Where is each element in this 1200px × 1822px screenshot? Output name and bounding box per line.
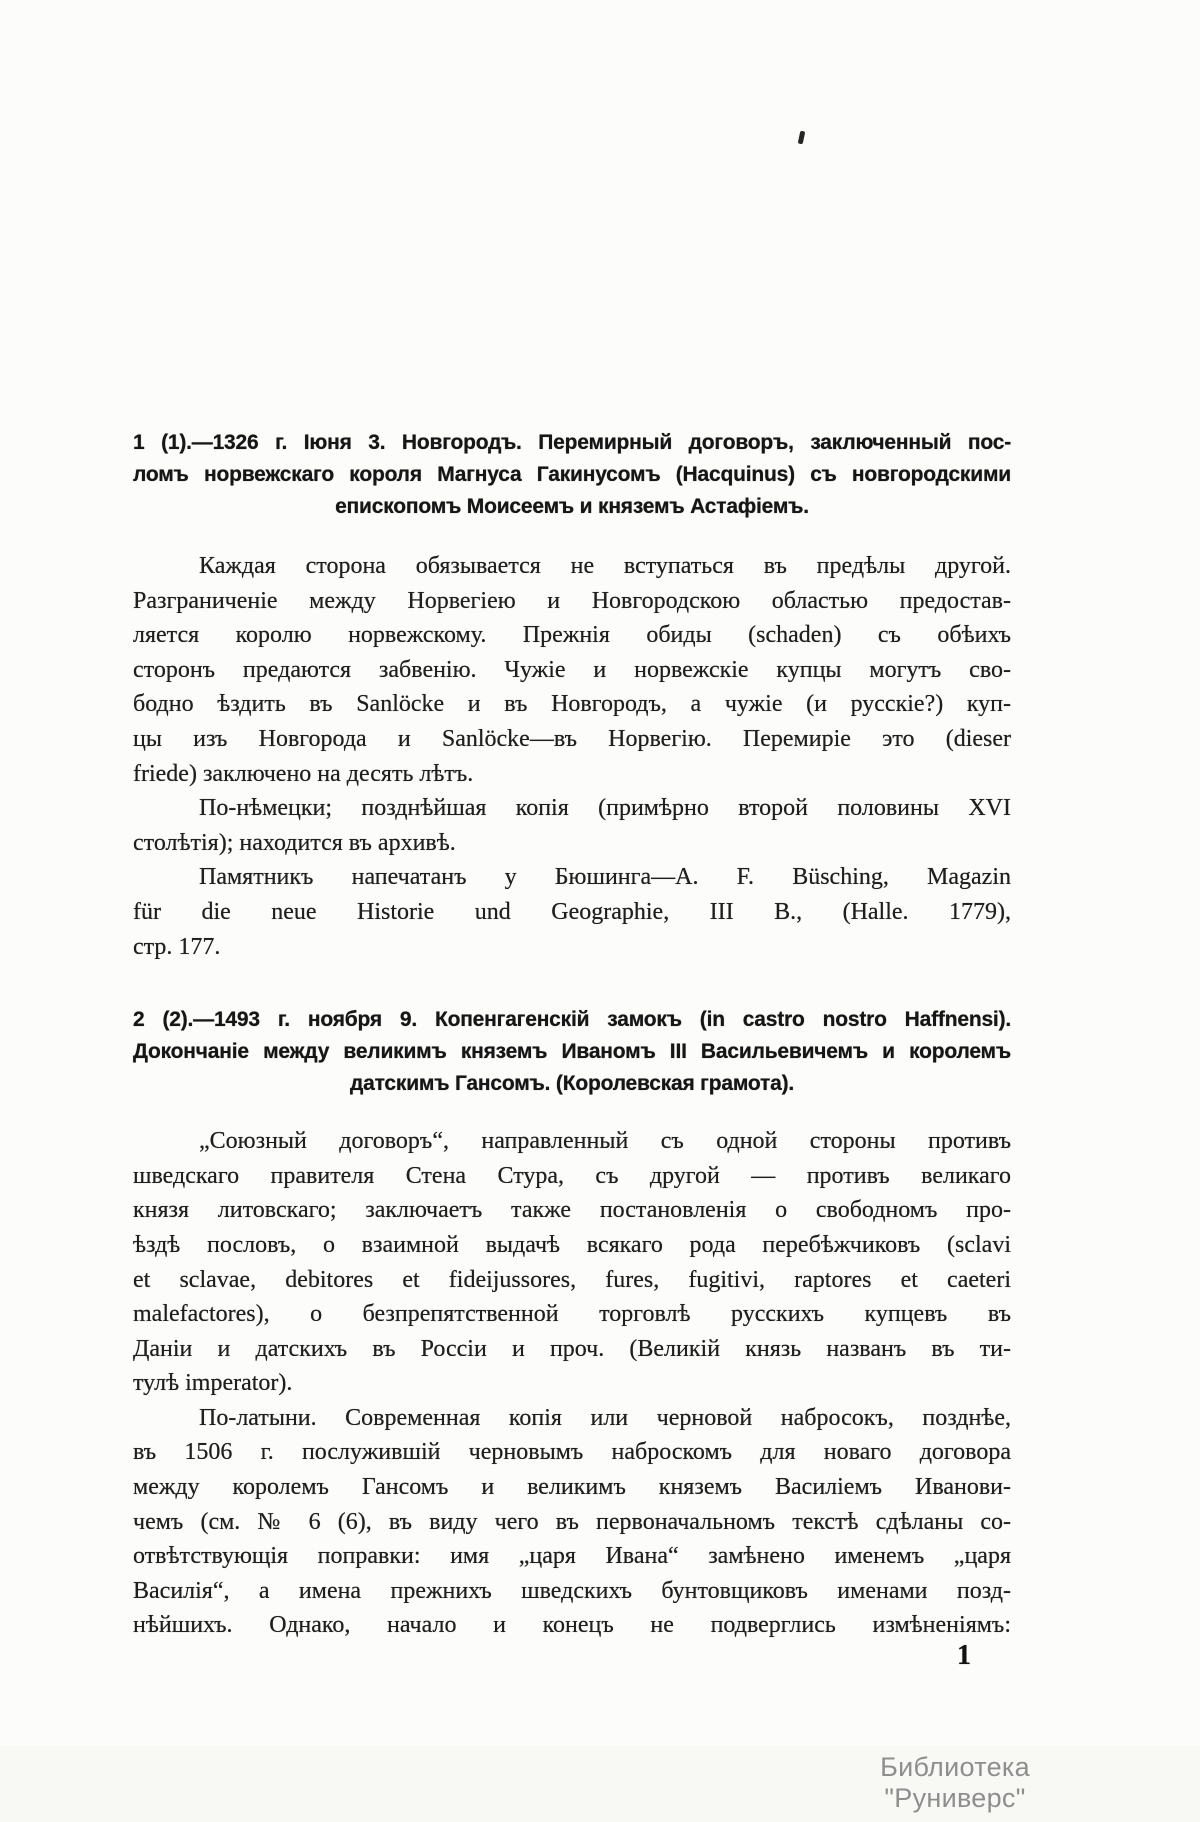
library-watermark: Библиотека "Руниверс"	[880, 1752, 1030, 1813]
body-paragraph	[133, 791, 1011, 860]
text-line: „Союзный договоръ“, направленный съ одной стороны противъ	[199, 1128, 1011, 1155]
entry-heading	[133, 1004, 1011, 1100]
text-line: Василія“, а имена прежнихъ шведскихъ бунтовщиковъ именами позд-	[133, 1577, 1011, 1604]
text-line: Каждая сторона обязывается не вступаться въ предѣлы другой.	[199, 553, 1011, 579]
text-line: Разграниченіе между Норвегіею и Новгородскою областью предостав-	[133, 587, 1011, 614]
text-line: ляется королю норвежскому. Прежнія обиды (schaden) съ обѣихъ	[133, 622, 1011, 649]
text-line: По-латыни. Современная копія или черновой набросокъ, позднѣе,	[199, 1404, 1011, 1431]
text-line: чемъ (см. № 6 (6), въ виду чего въ первоначальномъ текстѣ сдѣланы со-	[133, 1508, 1011, 1535]
text-line: князя литовскаго; заключаетъ также постановленія о свободномъ про-	[133, 1197, 1011, 1224]
text-line: für die neue Historie und Geographie, III B., (Halle. 1779),	[133, 898, 1011, 925]
body-paragraph	[133, 549, 1011, 791]
body-paragraph	[133, 1401, 1011, 1643]
body-paragraph	[133, 860, 1011, 964]
text-line: Даніи и датскихъ въ Россіи и проч. (Великій князь названъ въ ти-	[133, 1335, 1011, 1362]
entry-heading	[133, 427, 1011, 523]
text-line: По-нѣмецки; позднѣйшая копія (примѣрно второй половины XVI	[199, 795, 1011, 822]
text-line: Памятникъ напечатанъ у Бюшинга—A. F. Büsching, Magazin	[199, 864, 1011, 891]
text-line: между королемъ Гансомъ и великимъ княземъ Василіемъ Иванови-	[133, 1474, 1011, 1501]
text-line: 1 (1).—1326 г. Іюня 3. Новгородъ. Перемирный договоръ, заключенный пос-	[133, 431, 1011, 454]
text-line: тулѣ imperator).	[133, 1370, 293, 1397]
text-line: 2 (2).—1493 г. ноября 9. Копенгагенскій замокъ (in castro nostro Haffnensi).	[133, 1008, 1011, 1032]
text-line: столѣтія); находится въ архивѣ.	[133, 829, 456, 856]
body-paragraph	[133, 1124, 1011, 1401]
text-line: ломъ норвежскаго короля Магнуса Гакинусомъ (Hacquinus) съ новгородскими	[133, 463, 1011, 486]
text-line: сторонъ предаются забвенію. Чужіе и норвежскіе купцы могутъ сво-	[133, 656, 1011, 683]
text-line: стр. 177.	[133, 933, 221, 960]
text-line: датскимъ Гансомъ. (Королевская грамота).	[350, 1072, 794, 1096]
text-line: въ 1506 г. послужившій черновымъ наброскомъ для новаго договора	[133, 1439, 1011, 1466]
text-line: цы изъ Новгорода и Sanlöcke—въ Норвегію. Перемиріе это (dieser	[133, 725, 1011, 752]
text-line: епископомъ Моисеемъ и княземъ Астафіемъ.	[335, 495, 809, 518]
text-line: шведскаго правителя Стена Стура, съ другой — противъ великаго	[133, 1162, 1011, 1189]
text-line: отвѣтствующія поправки: имя „царя Ивана“ замѣнено именемъ „царя	[133, 1543, 1011, 1570]
ink-speck-artifact	[798, 131, 806, 145]
text-column	[133, 427, 1011, 1643]
page-number: 1	[957, 1640, 971, 1671]
text-line: malefactores), о безпрепятственной торговлѣ русскихъ купцевъ въ	[133, 1301, 1011, 1328]
text-line: friede) заключено на десять лѣтъ.	[133, 760, 474, 787]
text-line: Докончаніе между великимъ княземъ Иваномъ III Васильевичемъ и королемъ	[133, 1040, 1011, 1064]
text-line: нѣйшихъ. Однако, начало и конецъ не подверглись измѣненіямъ:	[133, 1612, 1011, 1639]
text-line: ѣздѣ пословъ, о взаимной выдачѣ всякаго рода перебѣжчиковъ (sclavi	[133, 1231, 1011, 1258]
text-line: бодно ѣздить въ Sanlöcke и въ Новгородъ, а чужіе (и русскіе?) куп-	[133, 691, 1011, 718]
text-line: et sclavae, debitores et fideijussores, fures, fugitivi, raptores et caeteri	[133, 1266, 1011, 1293]
